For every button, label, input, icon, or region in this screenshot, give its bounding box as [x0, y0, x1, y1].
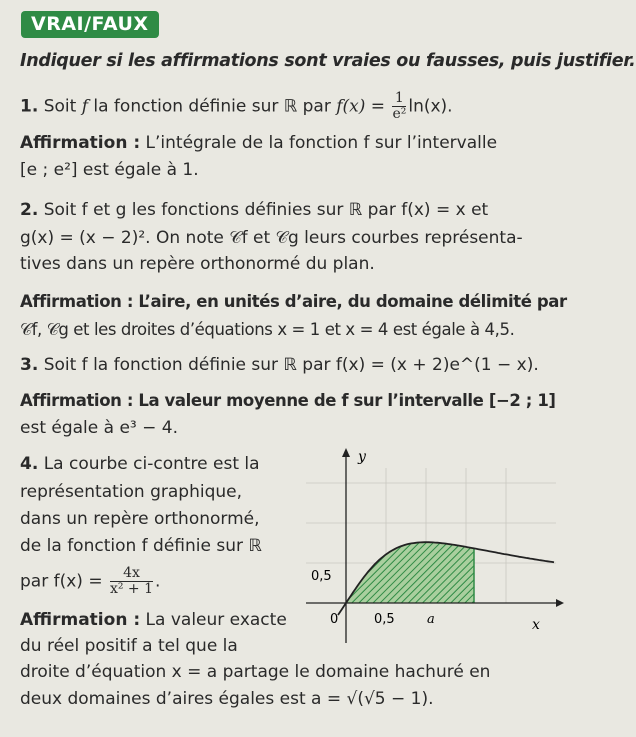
q3-affirmation-line2: est égale à e³ − 4.: [20, 418, 179, 438]
q4-aff-label: Affirmation :: [20, 610, 141, 630]
q4-line2: représentation graphique,: [20, 482, 242, 502]
q1-number: 1.: [20, 96, 39, 117]
q2-number: 2.: [20, 200, 39, 220]
q1-formula-lhs: f(x) =: [336, 96, 391, 117]
q1-text-b: la fonction définie sur ℝ par: [87, 96, 337, 117]
q4-line1: [20, 452, 260, 476]
function-graph: [306, 443, 566, 643]
q4-affirmation-line4: deux domaines d’aires égales est a = √(√5 − 1).: [20, 689, 434, 709]
q4-affirmation-line1: [20, 608, 287, 632]
q4-frac-num: 4x: [110, 566, 153, 582]
q1-aff-text: L’intégrale de la fonction f sur l’intervalle: [140, 133, 498, 153]
vrai-faux-badge: VRAI/FAUX: [21, 11, 159, 38]
x-tick-half: 0,5: [374, 612, 395, 627]
q1-frac-den: e²: [392, 106, 407, 122]
q3-line1: [20, 353, 539, 377]
q4-line4: de la fonction f définie sur ℝ: [20, 536, 262, 556]
q2-line3: tives dans un repère orthonormé du plan.: [20, 254, 375, 274]
q3-line1-text: Soit f la fonction définie sur ℝ par f(x) = (x + 2)e^(1 − x).: [38, 355, 539, 375]
q2-affirmation-line2: 𝒞f, 𝒞g et les droites d’équations x = 1 et x = 4 est égale à 4,5.: [20, 320, 515, 339]
q1-affirmation-line1: [20, 131, 497, 155]
y-tick-label: 0,5: [311, 569, 332, 584]
q2-affirmation-line1: Affirmation : L’aire, en unités d’aire, du domaine délimité par: [20, 292, 567, 311]
q4-line1-text: La courbe ci-contre est la: [38, 454, 260, 474]
x-axis-label: x: [532, 617, 540, 633]
instruction-text: Indiquer si les affirmations sont vraies ou fausses, puis justifier.: [20, 51, 636, 71]
x-tick-a: a: [427, 612, 435, 627]
q1-aff-label: Affirmation :: [20, 133, 141, 153]
q1-affirmation-line2: [e ; e²] est égale à 1.: [20, 160, 199, 180]
q2-line2: g(x) = (x − 2)². On note 𝒞f et 𝒞g leurs courbes représenta-: [20, 228, 523, 248]
x-axis-arrow-icon: [556, 599, 564, 607]
q4-aff-text1: La valeur exacte: [140, 610, 287, 630]
q4-frac-den: x² + 1: [109, 581, 154, 597]
q1-formula-rhs: ln(x).: [408, 96, 453, 117]
hatched-domain: [346, 542, 474, 603]
q1-fraction: [392, 91, 406, 122]
q4-line5-b: .: [155, 571, 161, 592]
q4-number: 4.: [20, 454, 39, 474]
q4-line5: [20, 566, 160, 597]
q1-statement: [20, 91, 453, 122]
q3-affirmation-line1: Affirmation : La valeur moyenne de f sur l’intervalle [−2 ; 1]: [20, 391, 556, 410]
q4-line3: dans un repère orthonormé,: [20, 509, 260, 529]
q4-fraction: [110, 566, 153, 597]
q1-f: f: [81, 96, 88, 117]
q2-line1: [20, 198, 488, 222]
y-axis-arrow-icon: [342, 448, 350, 457]
q2-line1-text: Soit f et g les fonctions définies sur ℝ par f(x) = x et: [38, 200, 489, 220]
q3-number: 3.: [20, 355, 39, 375]
q4-affirmation-line2: du réel positif a tel que la: [20, 636, 238, 656]
y-axis-label: y: [358, 449, 366, 465]
q1-text-a: Soit: [43, 96, 82, 117]
q4-line5-a: par f(x) =: [20, 571, 108, 592]
q4-affirmation-line3: droite d’équation x = a partage le domaine hachuré en: [20, 662, 491, 682]
x-tick-origin: 0: [330, 612, 339, 627]
q1-frac-num: 1: [392, 91, 406, 107]
